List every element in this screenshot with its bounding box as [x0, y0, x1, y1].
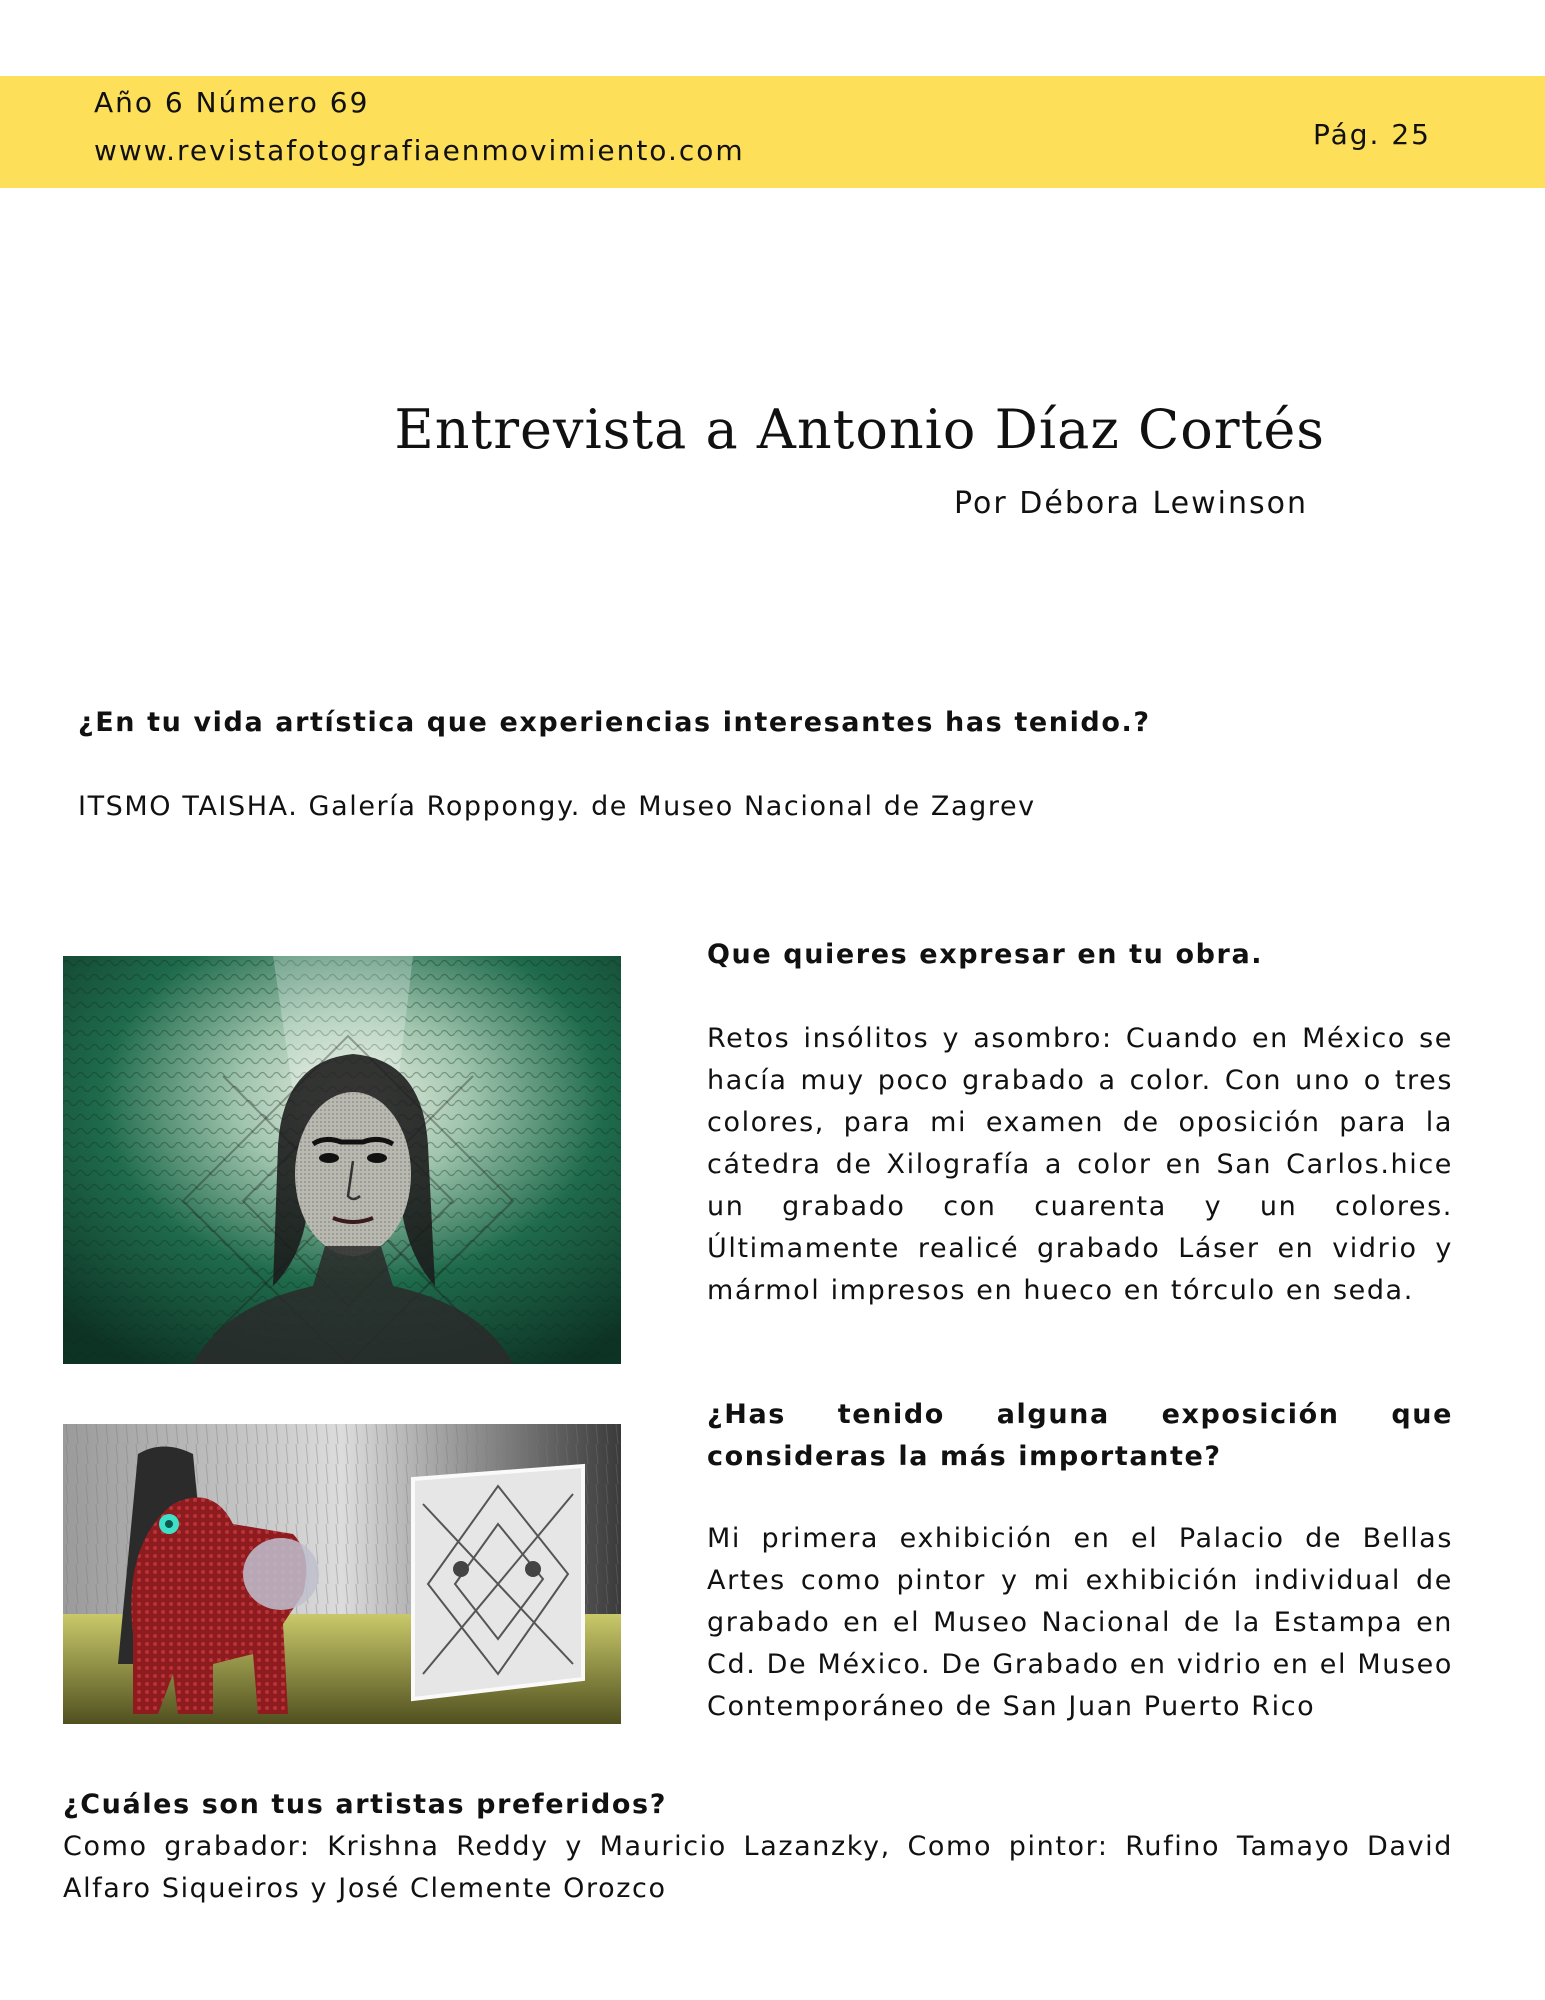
issue-number: Año 6 Número 69: [94, 86, 370, 119]
answer-4: Como grabador: Krishna Reddy y Mauricio Lazanzky, Como pintor: Rufino Tamayo David Alfaro Siqueiros y José Clemente Orozco: [63, 1831, 1453, 1904]
question-4: ¿Cuáles son tus artistas preferidos?: [63, 1789, 667, 1820]
page-number: Pág. 25: [1313, 118, 1431, 151]
answer-2: Retos insólitos y asombro: Cuando en México se hacía muy poco grabado a color. Con uno o tres colores, para mi examen de oposición para la cátedra de Xilografía a color en San Carlos.hice un grabado con cuarenta y un colores. Últimamente realicé grabado Láser en vidrio y mármol impresos en hueco en tórculo en seda.: [707, 1023, 1453, 1306]
magazine-url[interactable]: www.revistafotografiaenmovimiento.com: [94, 134, 745, 167]
question-2: Que quieres expresar en tu obra.: [707, 939, 1264, 970]
article-byline: Por Débora Lewinson: [954, 486, 1308, 521]
article-title: Entrevista a Antonio Díaz Cortés: [394, 398, 1325, 461]
question-1: ¿En tu vida artística que experiencias interesantes has tenido.?: [78, 707, 1151, 738]
question-3: ¿Has tenido alguna exposición que consideras la más importante?: [707, 1399, 1453, 1472]
answer-3: Mi primera exhibición en el Palacio de Bellas Artes como pintor y mi exhibición individual de grabado en el Museo Nacional de la Estampa en Cd. De México. De Grabado en vidrio en el Museo Contemporáneo de San Juan Puerto Rico: [707, 1523, 1453, 1722]
portrait-print-artwork: [63, 956, 621, 1364]
jaguar-and-glass-panel-artwork: [63, 1424, 621, 1724]
header-bar: [0, 76, 1545, 188]
answer-1: ITSMO TAISHA. Galería Roppongy. de Museo Nacional de Zagrev: [78, 791, 1036, 822]
